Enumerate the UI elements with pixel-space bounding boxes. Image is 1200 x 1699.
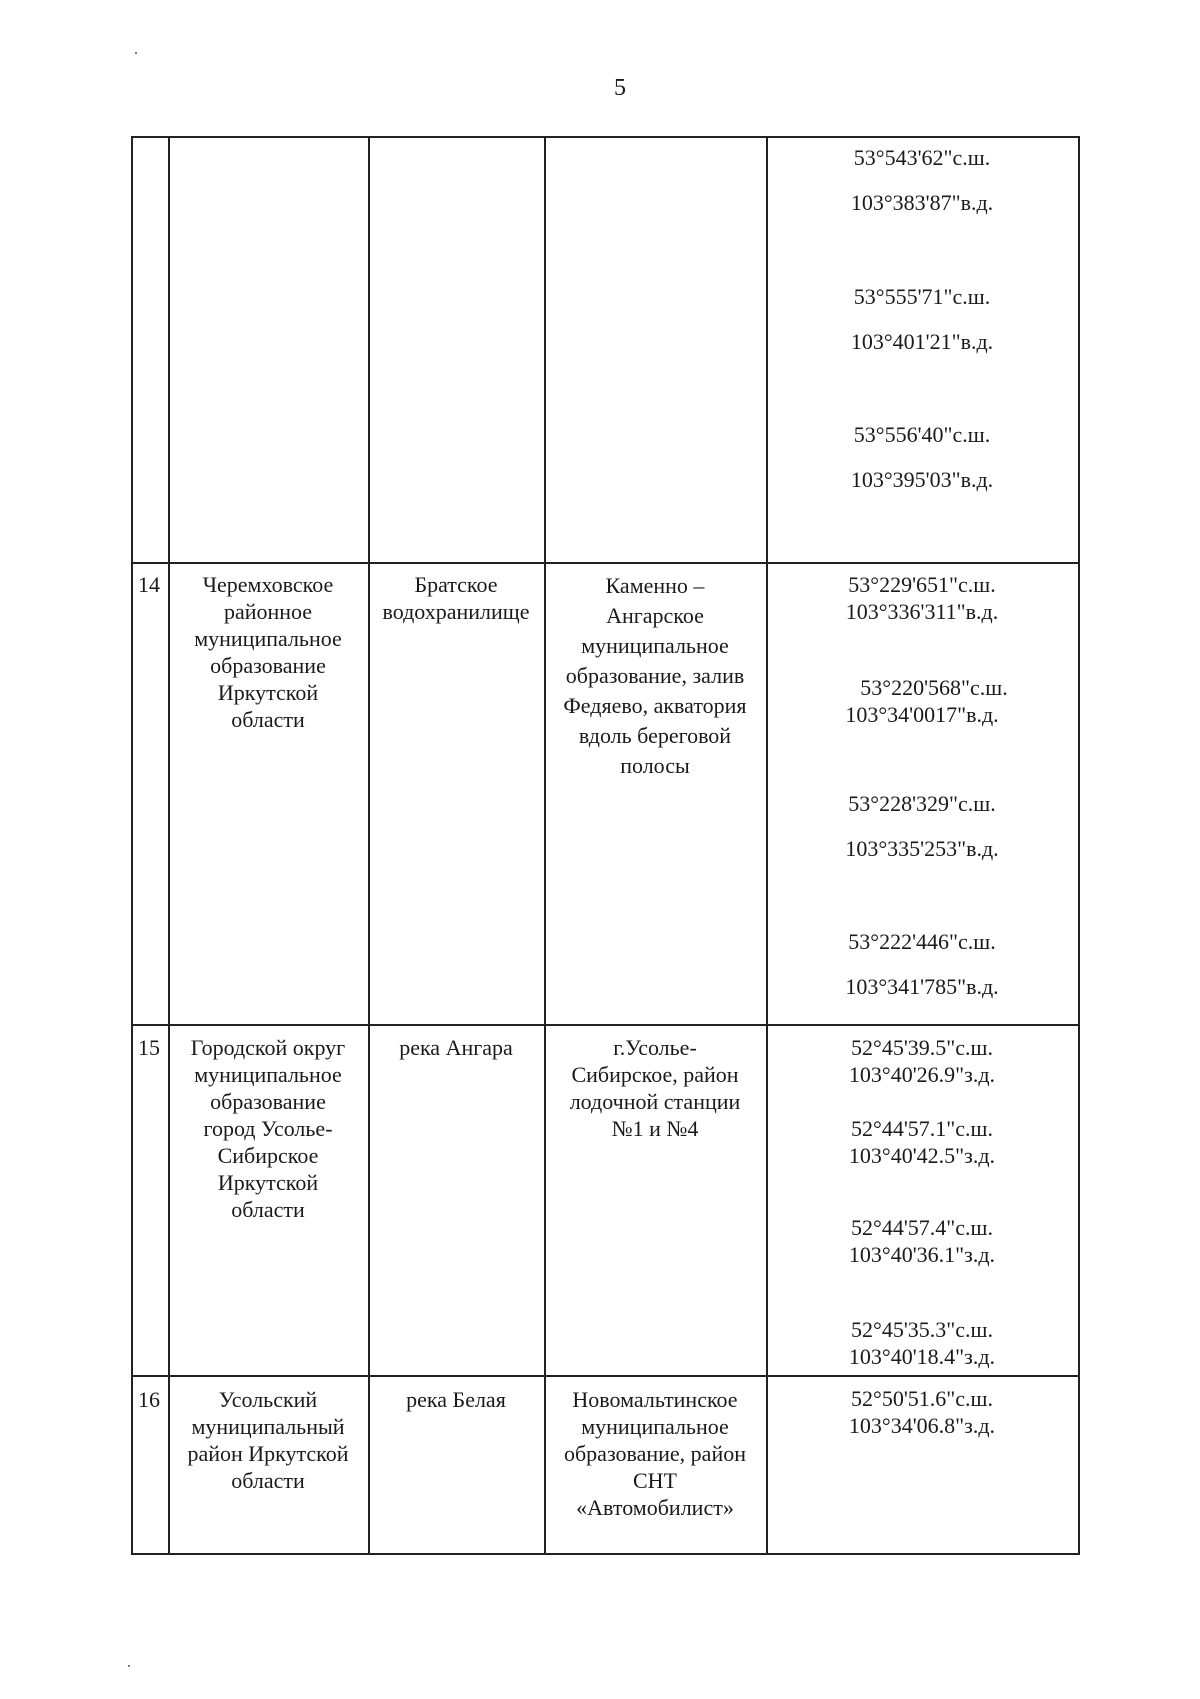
table-border-left <box>131 136 133 1555</box>
scan-speck <box>135 52 137 54</box>
scan-speck <box>128 1665 130 1667</box>
municipality-cell: Черемховское районное муниципальное образование Иркутской области <box>194 572 342 732</box>
table-border-bottom <box>131 1553 1080 1555</box>
coordinate-point: 52°44'57.1"с.ш. 103°40'42.5"з.д. <box>848 1116 996 1168</box>
coordinate-point: 53°228'329"с.ш. 103°335'253"в.д. <box>845 791 999 861</box>
coordinate-point: 53°555'71"с.ш. 103°401'21"в.д. <box>850 284 994 354</box>
coordinate-point: 53°229'651"с.ш. 103°336'311"в.д. <box>845 572 999 624</box>
coordinate-point: 53°556'40"с.ш. 103°395'03"в.д. <box>850 422 994 492</box>
coordinate-point: 52°44'57.4"с.ш. 103°40'36.1"з.д. <box>848 1215 996 1267</box>
coords-cell <box>766 1024 1078 1375</box>
coords-cell <box>766 136 1078 562</box>
row-number: 14 <box>138 572 160 597</box>
coordinate-point: 53°222'446"с.ш. 103°341'785"в.д. <box>845 929 999 999</box>
coordinates-table <box>131 136 1080 1555</box>
page-number: 5 <box>614 75 626 101</box>
table-border-right <box>1078 136 1080 1555</box>
municipality-cell: Усольский муниципальный район Иркутской области <box>187 1387 349 1493</box>
location-cell: Новомальтинское муниципальное образование, район СНТ «Автомобилист» <box>563 1387 746 1520</box>
coords-cell <box>766 1375 1078 1553</box>
row-number: 16 <box>138 1387 160 1412</box>
row-number: 15 <box>138 1035 160 1060</box>
location-cell: Каменно – Ангарское муниципальное образование, залив Федяево, акватория вдоль береговой полосы <box>563 573 747 778</box>
coordinate-point: 53°543'62"с.ш. 103°383'87"в.д. <box>850 145 994 215</box>
municipality-cell: Городской округ муниципальное образование город Усолье- Сибирское Иркутской области <box>190 1035 346 1222</box>
coordinate-point: 52°50'51.6"с.ш. 103°34'06.8"з.д. <box>848 1386 996 1438</box>
water-body-cell: Братское водохранилище <box>382 572 530 624</box>
column-divider <box>368 136 370 1555</box>
coordinate-point: 53°220'568"с.ш. 103°34'0017"в.д. <box>845 675 1008 727</box>
water-body-cell: река Белая <box>406 1387 506 1412</box>
coordinate-point: 52°45'39.5"с.ш. 103°40'26.9"з.д. <box>848 1035 996 1087</box>
water-body-cell: река Ангара <box>399 1035 513 1060</box>
coords-cell <box>766 562 1078 1024</box>
coordinate-point: 52°45'35.3"с.ш. 103°40'18.4"з.д. <box>848 1317 996 1369</box>
location-cell: г.Усолье- Сибирское, район лодочной станции №1 и №4 <box>569 1035 741 1141</box>
column-divider <box>544 136 546 1555</box>
column-divider <box>168 136 170 1555</box>
